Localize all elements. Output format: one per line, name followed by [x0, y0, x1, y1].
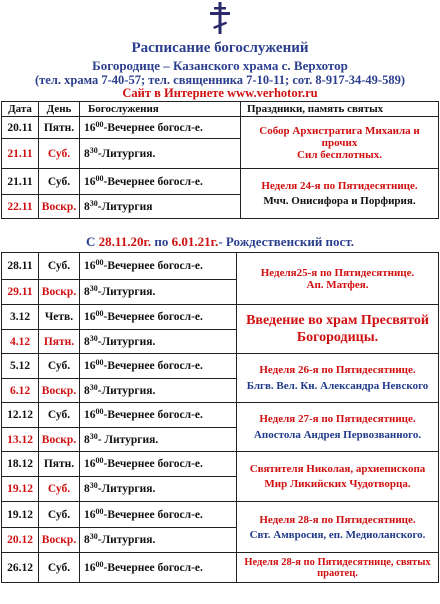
day-cell: Суб. [39, 354, 80, 379]
service-cell: $16^{00}$-Вечернее богосл-е. [80, 169, 241, 195]
table-row [2, 117, 439, 139]
day-cell: Суб. [39, 502, 80, 528]
day-cell: Воскр. [39, 195, 80, 219]
feast-cell: Неделя 24-я по Пятидесятнице. Мчч. Онисифора и Порфирия. [241, 169, 439, 219]
table-row [2, 253, 439, 280]
date-cell: 20.11 [2, 117, 39, 139]
service-cell: $8^{30}$-Литургия. [80, 139, 241, 169]
service-cell: $16^{00}$-Вечернее богосл-е. [80, 305, 237, 330]
table-row [2, 452, 439, 477]
orthodox-cross-icon [205, 2, 235, 34]
table-header-row [2, 102, 439, 117]
service-cell: $16^{00}$-Вечернее богосл-е. [80, 403, 237, 428]
service-cell: $8^{30}$-Литургия. [80, 330, 237, 354]
date-cell: 20.12 [2, 528, 39, 553]
service-cell: $16^{00}$-Вечернее богосл-е. [80, 117, 241, 139]
service-cell: $16^{00}$-Вечернее богосл-е. [80, 553, 237, 583]
day-cell: Суб. [39, 139, 80, 169]
table-row [2, 169, 439, 195]
day-cell: Воскр. [39, 379, 80, 403]
date-cell: 5.12 [2, 354, 39, 379]
day-cell: Суб. [39, 553, 80, 583]
table-row [2, 502, 439, 528]
date-cell: 21.11 [2, 169, 39, 195]
date-cell: 18.12 [2, 452, 39, 477]
schedule-table-2 [1, 252, 439, 583]
table-row [2, 553, 439, 583]
date-cell: 22.11 [2, 195, 39, 219]
date-cell: 21.11 [2, 139, 39, 169]
day-cell: Суб. [39, 477, 80, 502]
service-cell: $16^{00}$-Вечернее богосл-е. [80, 502, 237, 528]
service-cell: $8^{30}$-Литургия. [80, 477, 237, 502]
feast-cell: Святителя Николая, архиепископа Мир Ликийских Чудотворца. [237, 452, 439, 502]
fast-notice: С 28.11.20г. по 6.01.21г.- Рождественский пост. [86, 234, 354, 249]
date-cell: 6.12 [2, 379, 39, 403]
table-row [2, 305, 439, 330]
feast-cell: Введение во храм Пресвятой Богородицы. [237, 305, 439, 354]
col-header-date: Дата [2, 102, 39, 117]
website-link[interactable]: Сайт в Интернете www.verhotor.ru [122, 86, 318, 100]
feast-cell: Неделя 27-я по Пятидесятнице. Апостола Андрея Первозванного. [237, 403, 439, 452]
col-header-feast: Праздники, память святых [241, 102, 439, 117]
day-cell: Воскр. [39, 280, 80, 305]
contact-phones: (тел. храма 7-40-57; тел. священника 7-10-11; сот. 8-917-34-49-589) [35, 73, 405, 87]
service-cell: $8^{30}$-Литургия. [80, 280, 237, 305]
schedule-table-1 [1, 101, 439, 219]
date-cell: 26.12 [2, 553, 39, 583]
day-cell: Воскр. [39, 428, 80, 452]
day-cell: Пятн. [39, 452, 80, 477]
day-cell: Суб. [39, 253, 80, 280]
service-cell: $8^{30}$-Литургия. [80, 379, 237, 403]
feast-cell: Неделя25-я по Пятидесятнице. Ап. Матфея. [237, 253, 439, 305]
feast-cell: Собор Архистратига Михаила и прочих Сил бесплотных. [241, 117, 439, 169]
service-cell: $16^{00}$-Вечернее богосл-е. [80, 452, 237, 477]
service-cell: $8^{30}$-Литургия [80, 195, 241, 219]
col-header-service: Богослужения [80, 102, 241, 117]
feast-cell: Неделя 28-я по Пятидесятнице, святых праотец. [237, 553, 439, 583]
date-cell: 29.11 [2, 280, 39, 305]
day-cell: Четв. [39, 305, 80, 330]
date-cell: 3.12 [2, 305, 39, 330]
church-name: Богородице – Казанского храма с. Верхотор [92, 58, 348, 73]
date-cell: 28.11 [2, 253, 39, 280]
day-cell: Пятн. [39, 330, 80, 354]
day-cell: Суб. [39, 403, 80, 428]
feast-cell: Неделя 26-я по Пятидесятнице. Блгв. Вел. Кн. Александра Невского [237, 354, 439, 403]
date-cell: 19.12 [2, 502, 39, 528]
date-cell: 13.12 [2, 428, 39, 452]
service-cell: $8^{30}-$ Литургия. [80, 428, 237, 452]
service-cell: $8^{30}$-Литургия. [80, 528, 237, 553]
date-cell: 12.12 [2, 403, 39, 428]
day-cell: Пятн. [39, 117, 80, 139]
service-cell: $16^{00}$-Вечернее богосл-е. [80, 354, 237, 379]
table-row [2, 354, 439, 379]
date-cell: 19.12 [2, 477, 39, 502]
day-cell: Суб. [39, 169, 80, 195]
feast-cell: Неделя 28-я по Пятидесятнице. Свт. Амвросия, еп. Медиоланского. [237, 502, 439, 553]
day-cell: Воскр. [39, 528, 80, 553]
table-row [2, 403, 439, 428]
service-cell: $16^{00}$-Вечернее богосл-е. [80, 253, 237, 280]
date-cell: 4.12 [2, 330, 39, 354]
col-header-day: День [39, 102, 80, 117]
page-title: Расписание богослужений [131, 40, 309, 56]
